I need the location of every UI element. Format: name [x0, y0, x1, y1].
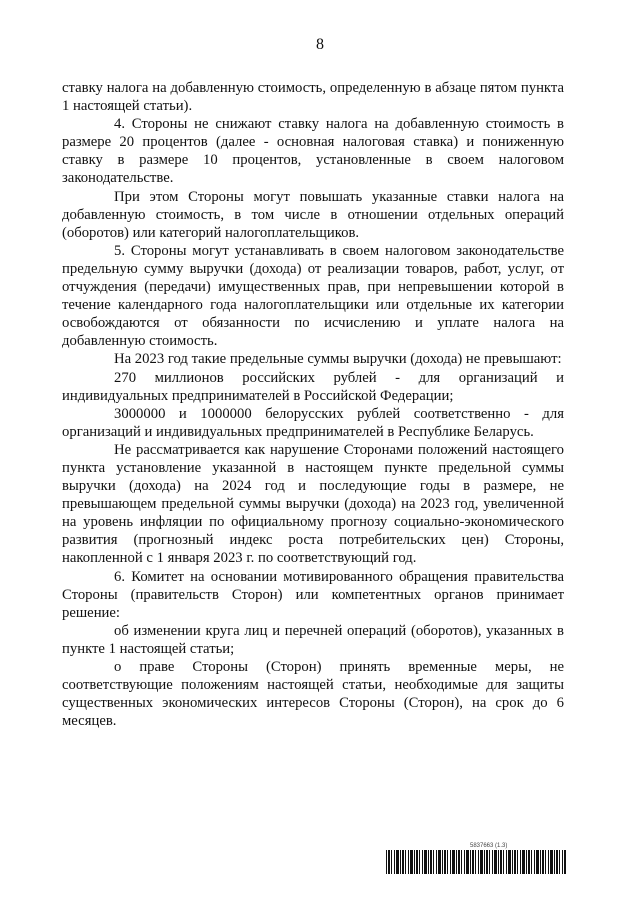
- paragraph-continuation: ставку налога на добавленную стоимость, определенную в абзаце пятом пункта 1 настоящей статьи).: [62, 80, 564, 115]
- document-body: [62, 79, 564, 730]
- paragraph-russia-limit: 270 миллионов российских рублей - для организаций и индивидуальных предпринимателей в Российской Федерации;: [62, 369, 564, 404]
- page-number: 8: [316, 36, 324, 53]
- barcode-number: 5837663 (1.3): [470, 843, 508, 849]
- paragraph-item-6: 6. Комитет на основании мотивированного обращения правительства Стороны (правительств Сторон) или компетентных органов принимает решение:: [62, 568, 564, 621]
- paragraph-item-4: 4. Стороны не снижают ставку налога на добавленную стоимость в размере 20 процентов (далее - основная налоговая ставка) и пониженную ставку в размере 10 процентов, установленные в своем налоговом законодательстве.: [62, 116, 564, 187]
- paragraph: об изменении круга лиц и перечней операций (оборотов), указанных в пункте 1 настоящей статьи;: [62, 622, 564, 657]
- paragraph-item-5: 5. Стороны могут устанавливать в своем налоговом законодательстве предельную сумму выручки (дохода) от реализации товаров, работ, услуг, от отчуждения (передачи) имущественных прав, при непревышении которой в течение календарного года налогоплательщики или отдельные их категории освобождаются от обязанности по исчислению и уплате налога на добавленную стоимость.: [62, 242, 564, 350]
- paragraph: При этом Стороны могут повышать указанные ставки налога на добавленную стоимость, в том числе в отношении отдельных операций (оборотов) или категорий налогоплательщиков.: [62, 188, 564, 241]
- barcode-image: [386, 850, 566, 874]
- paragraph: Не рассматривается как нарушение Сторонами положений настоящего пункта установление указанной в настоящем пункте предельной суммы выручки (дохода) на 2024 год и последующие годы в размере, не превышающем предельной суммы выручки (дохода) на 2023 год, увеличенной на уровень инфляции по официальному прогнозу социально-экономического развития (прогнозный индекс роста потребительских цен) Стороны, накопленной с 1 января 2023 г. по соответствующий год.: [62, 441, 564, 567]
- paragraph-belarus-limit: 3000000 и 1000000 белорусских рублей соответственно - для организаций и индивидуальных предпринимателей в Республике Беларусь.: [62, 405, 564, 440]
- paragraph: о праве Стороны (Сторон) принять временные меры, не соответствующие положениям настоящей статьи, необходимые для защиты существенных экономических интересов Стороны (Сторон), на срок до 6 месяцев.: [62, 659, 564, 730]
- paragraph: На 2023 год такие предельные суммы выручки (дохода) не превышают:: [114, 351, 562, 368]
